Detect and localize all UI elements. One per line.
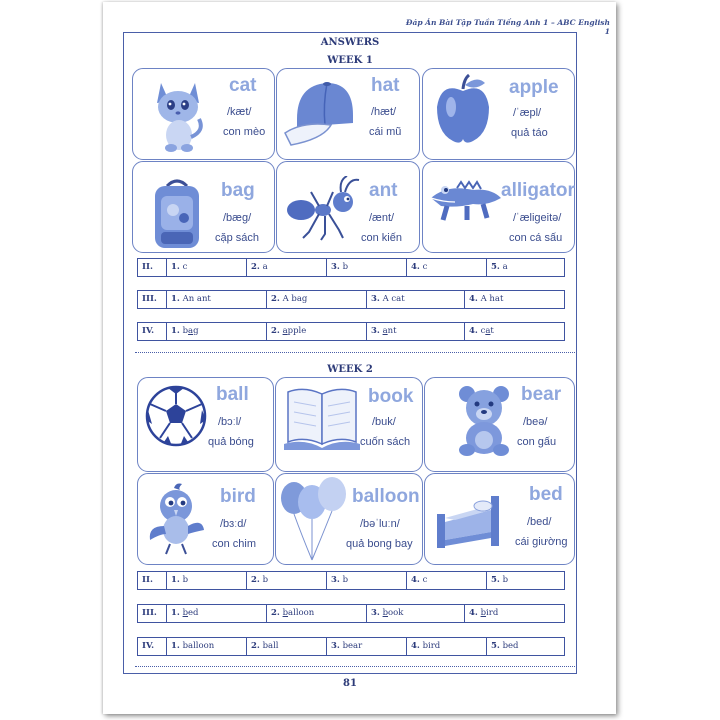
page-number: 81 <box>343 678 357 689</box>
answer-text: bird <box>422 641 441 651</box>
vocab-ipa: /bed/ <box>527 516 552 528</box>
answer-text: b <box>182 326 189 336</box>
vocab-word: cat <box>229 75 257 96</box>
week-separator <box>135 352 577 353</box>
balloons-picture <box>278 476 350 562</box>
answer-cell <box>326 572 406 589</box>
vocab-meaning: cái giường <box>515 536 568 548</box>
vocab-meaning: con cá sấu <box>509 232 563 244</box>
answer-number: 1. <box>171 326 180 336</box>
answer-text: ball <box>262 641 279 651</box>
answer-cell <box>464 605 564 622</box>
answer-number: 2. <box>271 608 280 618</box>
vocab-meaning: cái mũ <box>369 126 402 138</box>
answer-number: 1. <box>171 262 180 272</box>
answer-cell <box>464 291 564 308</box>
answer-cell <box>166 291 266 308</box>
vocab-card-book <box>275 377 423 472</box>
answer-cell <box>486 572 564 589</box>
underlined-letter: a <box>485 326 491 336</box>
week-2-title: WEEK 2 <box>327 364 373 375</box>
vocab-ipa: /ˈæpl/ <box>513 107 542 119</box>
answer-number: 5. <box>491 641 500 651</box>
answer-cell <box>406 259 486 276</box>
vocab-card-alligator <box>422 161 575 253</box>
vocab-meaning: cặp sách <box>215 232 260 244</box>
vocab-word: book <box>368 386 414 407</box>
answer-number: 3. <box>331 641 340 651</box>
vocab-card-hat <box>276 68 420 160</box>
answer-cell <box>246 572 326 589</box>
cat-picture <box>149 75 207 155</box>
ant-picture <box>283 176 367 244</box>
answer-number: 2. <box>271 294 280 304</box>
vocab-ipa: /bɜːd/ <box>220 518 247 530</box>
vocab-word: bear <box>521 384 562 405</box>
answer-number: 2. <box>271 326 280 336</box>
vocab-card-balloon <box>275 473 423 565</box>
answer-cell <box>246 638 326 655</box>
vocab-word: balloon <box>352 486 420 507</box>
answer-text: b <box>182 575 189 585</box>
bottom-separator <box>135 666 577 667</box>
underlined-letter: b <box>182 608 189 618</box>
answer-cell <box>366 291 464 308</box>
vocab-word: alligator <box>501 180 575 201</box>
answer-number: 2. <box>251 641 260 651</box>
answer-number: 4. <box>469 294 478 304</box>
answers-title: ANSWERS <box>320 37 380 48</box>
vocab-ipa: /ˈæligeitə/ <box>513 212 562 224</box>
row-label: II. <box>142 262 153 272</box>
answer-number: 1. <box>171 641 180 651</box>
bed-picture <box>435 488 507 552</box>
vocab-card-bear <box>424 377 575 472</box>
vocab-word: bag <box>221 180 255 201</box>
answer-text: ook <box>388 608 404 618</box>
answer-number: 4. <box>411 262 420 272</box>
answer-text: pple <box>287 326 307 336</box>
answer-text: bear <box>342 641 363 651</box>
apple-picture <box>433 73 493 145</box>
answer-text: c <box>182 262 188 272</box>
answer-number: 4. <box>469 326 478 336</box>
answer-number: 4. <box>469 608 478 618</box>
answer-cell <box>366 323 464 340</box>
vocab-ipa: /hæt/ <box>371 106 397 118</box>
answer-text: A bag <box>282 294 308 304</box>
answer-cell <box>166 259 246 276</box>
row-label: III. <box>142 608 157 618</box>
underlined-letter: a <box>282 326 288 336</box>
answer-cell <box>486 638 564 655</box>
answer-text: A cat <box>382 294 405 304</box>
row-label: III. <box>142 294 157 304</box>
vocab-card-bed <box>424 473 575 565</box>
vocab-card-bag <box>132 161 275 253</box>
answer-number: 2. <box>251 262 260 272</box>
answer-cell <box>486 259 564 276</box>
answer-row-ii <box>137 258 565 277</box>
vocab-ipa: /ænt/ <box>369 212 395 224</box>
vocab-meaning: con mèo <box>223 126 266 138</box>
answer-text: ed <box>188 608 199 618</box>
answer-number: 3. <box>371 294 380 304</box>
answer-cell <box>464 323 564 340</box>
vocab-card-ball <box>137 377 274 472</box>
bird-picture <box>146 482 206 558</box>
answer-cell <box>166 638 246 655</box>
row-label: II. <box>142 575 153 585</box>
vocab-ipa: /bæg/ <box>223 212 252 224</box>
teddy-bear-picture <box>455 384 515 458</box>
vocab-ipa: /buk/ <box>372 416 396 428</box>
page-header: Đáp Án Bài Tập Tuần Tiếng Anh 1 – ABC English 1 <box>405 18 610 36</box>
answer-number: 5. <box>491 575 500 585</box>
row-label: IV. <box>142 326 155 336</box>
answer-number: 1. <box>171 294 180 304</box>
answer-text: a <box>262 262 268 272</box>
underlined-letter: a <box>382 326 388 336</box>
answer-text: nt <box>387 326 397 336</box>
cap-picture <box>283 75 363 151</box>
underlined-letter: b <box>282 608 289 618</box>
answer-number: 1. <box>171 608 180 618</box>
vocab-word: ant <box>369 180 398 201</box>
vocab-meaning: con kiến <box>361 232 402 244</box>
answer-row-iv <box>137 637 565 656</box>
answer-number: 1. <box>171 575 180 585</box>
soccer-ball-picture <box>144 384 208 448</box>
answer-text: b <box>262 575 269 585</box>
vocab-word: bird <box>220 486 256 507</box>
answer-number: 5. <box>491 262 500 272</box>
answer-cell <box>326 259 406 276</box>
underlined-letter: b <box>382 608 389 618</box>
answer-text: t <box>490 326 494 336</box>
answer-text: balloon <box>182 641 215 651</box>
vocab-word: bed <box>529 484 563 505</box>
vocab-ipa: /beə/ <box>523 416 548 428</box>
vocab-card-bird <box>137 473 274 565</box>
answer-text: bed <box>502 641 519 651</box>
vocab-card-ant <box>276 161 420 253</box>
answer-number: 2. <box>251 575 260 585</box>
answer-row-ii <box>137 571 565 590</box>
vocab-card-cat <box>132 68 275 160</box>
backpack-picture <box>149 178 205 250</box>
vocab-meaning: cuốn sách <box>360 436 411 448</box>
vocab-word: hat <box>371 75 400 96</box>
answer-text: c <box>480 326 486 336</box>
answer-text: b <box>502 575 509 585</box>
week-1-title: WEEK 1 <box>327 55 373 66</box>
answer-text: b <box>342 575 349 585</box>
vocab-ipa: /bəˈluːn/ <box>360 518 400 530</box>
answer-number: 3. <box>371 608 380 618</box>
answer-row-iv <box>137 322 565 341</box>
answer-cell <box>406 572 486 589</box>
row-label: IV. <box>142 641 155 651</box>
answer-text: g <box>193 326 199 336</box>
answer-cell <box>266 291 366 308</box>
answer-text: c <box>422 262 428 272</box>
answer-cell <box>166 605 266 622</box>
answer-text: An ant <box>182 294 211 304</box>
book-picture <box>282 382 362 454</box>
answer-text: a <box>502 262 508 272</box>
answer-number: 3. <box>331 262 340 272</box>
answer-cell <box>366 605 464 622</box>
vocab-ipa: /kæt/ <box>227 106 252 118</box>
vocab-word: ball <box>216 384 249 405</box>
answer-row-iii <box>137 290 565 309</box>
answer-cell <box>166 572 246 589</box>
vocab-meaning: quả táo <box>511 127 548 139</box>
answer-number: 4. <box>411 641 420 651</box>
answer-number: 3. <box>331 575 340 585</box>
vocab-ipa: /bɔːl/ <box>218 416 242 428</box>
answer-text: c <box>422 575 428 585</box>
answer-row-iii <box>137 604 565 623</box>
answer-text: ird <box>486 608 499 618</box>
underlined-letter: b <box>480 608 487 618</box>
answer-cell <box>326 638 406 655</box>
vocab-meaning: con chim <box>212 538 257 550</box>
answer-text: alloon <box>288 608 315 618</box>
answer-cell <box>266 605 366 622</box>
alligator-picture <box>427 176 503 226</box>
vocab-meaning: quả bóng <box>208 436 254 448</box>
vocab-word: apple <box>509 77 559 98</box>
answer-number: 4. <box>411 575 420 585</box>
underlined-letter: a <box>188 326 194 336</box>
answer-cell <box>166 323 266 340</box>
answer-cell <box>266 323 366 340</box>
vocab-card-apple <box>422 68 575 160</box>
answer-text: b <box>342 262 349 272</box>
answer-number: 3. <box>371 326 380 336</box>
vocab-meaning: con gấu <box>517 436 557 448</box>
answer-text: A hat <box>480 294 504 304</box>
answer-cell <box>406 638 486 655</box>
vocab-meaning: quả bong bay <box>346 538 413 550</box>
answer-cell <box>246 259 326 276</box>
